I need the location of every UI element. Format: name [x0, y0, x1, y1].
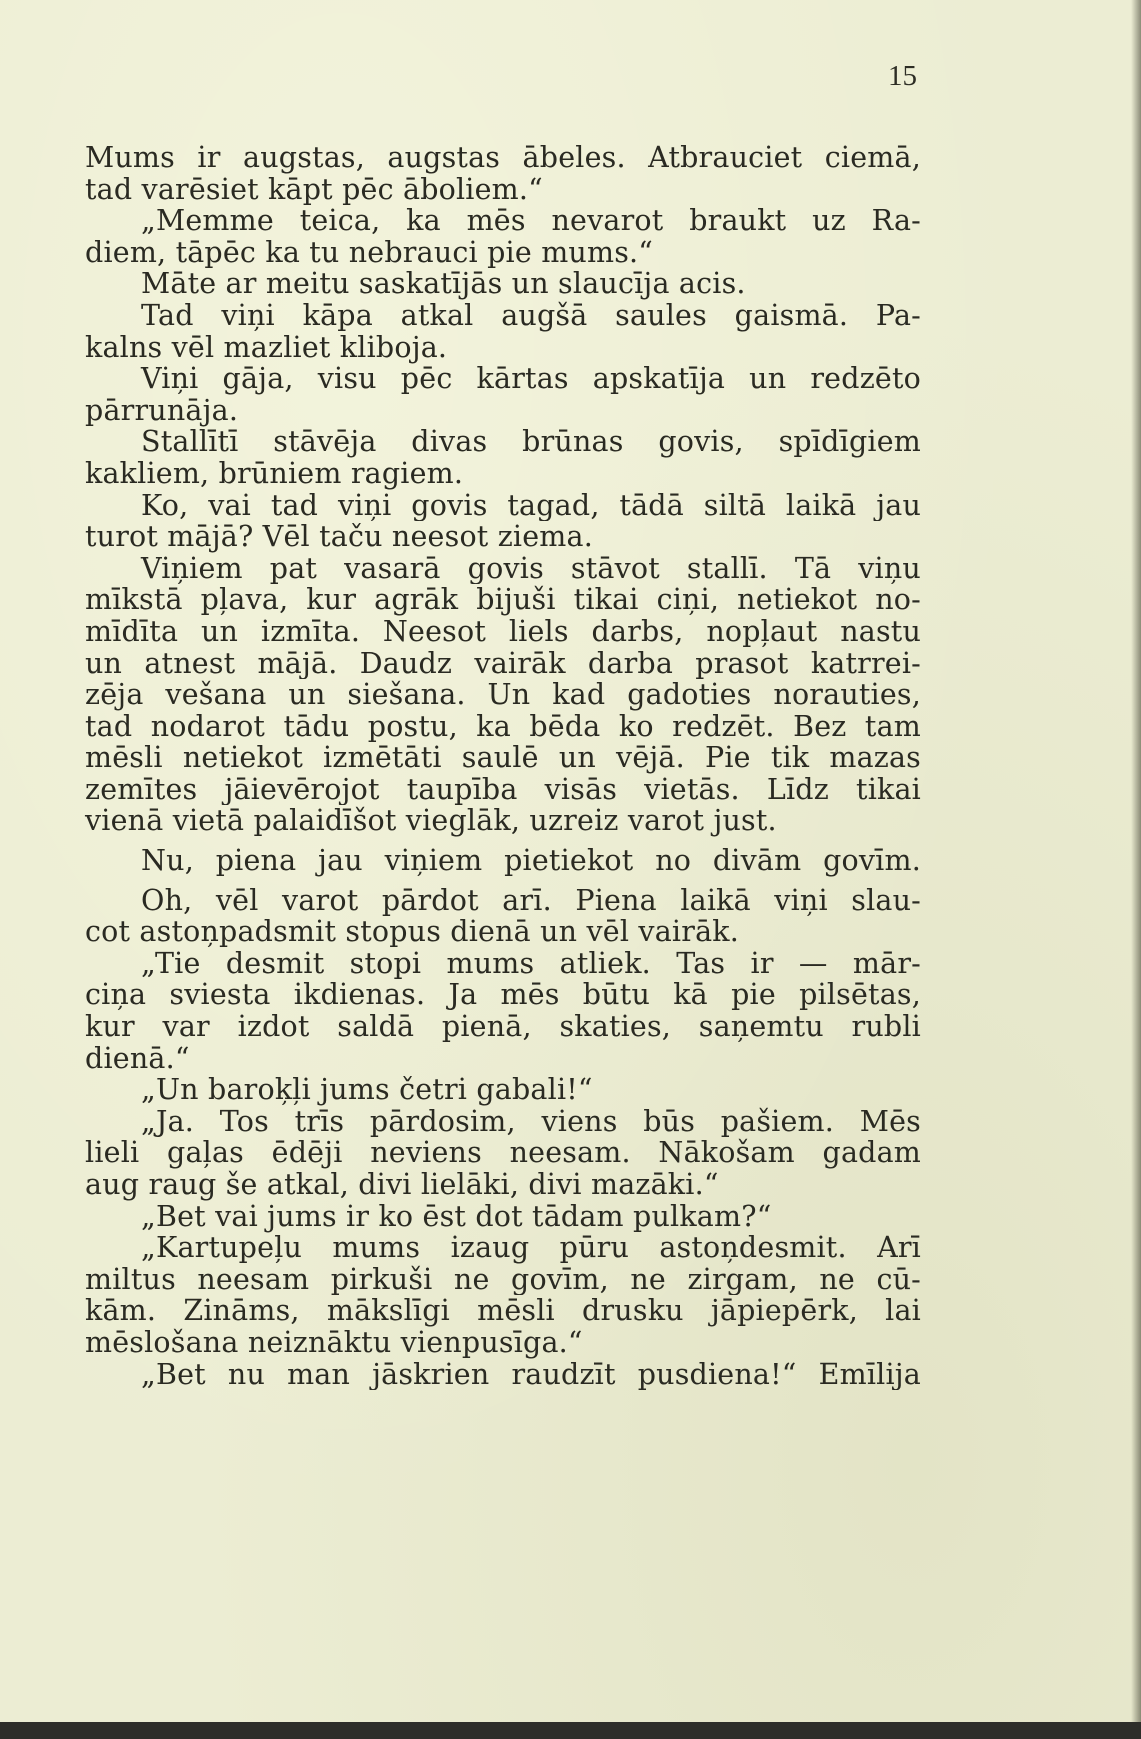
text-line: ciņa sviesta ikdienas. Ja mēs būtu kā pie pilsētas, — [85, 979, 921, 1012]
text-line: mīdīta un izmīta. Neesot liels darbs, nopļaut nastu — [85, 615, 921, 648]
text-line: kakliem, brūniem ragiem. — [85, 456, 464, 490]
text-line: pārrunāja. — [85, 393, 239, 427]
scan-background — [0, 1722, 1141, 1739]
text-line: „Kartupeļu mums izaug pūru astoņdesmit. Arī — [141, 1232, 921, 1264]
text-line: turot mājā? Vēl taču neesot ziema. — [85, 520, 593, 554]
text-line: lieli gaļas ēdēji neviens neesam. Nākošam gadam — [85, 1137, 921, 1169]
text-line: zēja vešana un siešana. Un kad gadoties norauties, — [85, 679, 921, 711]
page-number: 15 — [888, 60, 917, 92]
text-line: „Bet vai jums ir ko ēst dot tādam pulkam?“ — [141, 1199, 772, 1233]
text-line: „Tie desmit stopi mums atliek. Tas ir — mār- — [141, 947, 921, 980]
text-line: Viņiem pat vasarā govis stāvot stallī. Tā viņu — [141, 552, 921, 585]
text-line: mēslošana neiznāktu vienpusīga.“ — [85, 1325, 583, 1359]
text-line: aug raug še atkal, divi lielāki, divi mazāki.“ — [85, 1168, 719, 1201]
text-line: Viņi gāja, visu pēc kārtas apskatīja un redzēto — [141, 363, 921, 395]
page-edge-shadow — [1131, 0, 1141, 1722]
text-line: miltus neesam pirkuši ne govīm, ne zirgam, ne cū- — [85, 1263, 921, 1296]
text-line: dienā.“ — [85, 1041, 190, 1075]
text-line: tad nodarot tādu postu, ka bēda ko redzēt. Bez tam — [85, 710, 921, 743]
text-line: Stallītī stāvēja divas brūnas govis, spīdīgiem — [141, 426, 921, 458]
text-line: zemītes jāievērojot taupība visās vietās. Līdz tikai — [85, 773, 921, 806]
text-line: Tad viņi kāpa atkal augšā saules gaismā. Pa- — [141, 299, 921, 332]
text-line: mēsli netiekot izmētāti saulē un vējā. Pie tik mazas — [85, 742, 921, 774]
text-line: „Memme teica, ka mēs nevarot braukt uz Ra- — [141, 205, 921, 237]
text-line: kalns vēl mazliet kliboja. — [85, 330, 448, 364]
text-line: vienā vietā palaidīšot vieglāk, uzreiz varot just. — [85, 804, 777, 838]
text-line: Nu, piena jau viņiem pietiekot no divām govīm. — [141, 845, 921, 877]
text-line: Māte ar meitu saskatījās un slaucīja acis. — [141, 267, 746, 301]
text-line: „Un baroķļi jums četri gabali!“ — [141, 1073, 593, 1107]
text-line: Mums ir augstas, augstas ābeles. Atbrauciet ciemā, — [85, 142, 921, 174]
text-line: „Ja. Tos trīs pārdosim, viens būs pašiem. Mēs — [141, 1105, 921, 1138]
text-line: tad varēsiet kāpt pēc āboliem.“ — [85, 172, 543, 206]
text-line: kām. Zināms, mākslīgi mēsli drusku jāpiepērk, lai — [85, 1295, 921, 1327]
text-line: Oh, vēl varot pārdot arī. Piena laikā viņi slau- — [141, 884, 921, 917]
body-text — [85, 142, 921, 1390]
text-line: cot astoņpadsmit stopus dienā un vēl vairāk. — [85, 915, 739, 949]
text-line: Ko, vai tad viņi govis tagad, tādā siltā laikā jau — [141, 489, 921, 522]
text-line: mīkstā pļava, kur agrāk bijuši tikai ciņi, netiekot no- — [85, 584, 921, 616]
text-line: un atnest mājā. Daudz vairāk darba prasot katrrei- — [85, 647, 921, 680]
text-line: „Bet nu man jāskrien raudzīt pusdiena!“ Emīlija — [141, 1358, 921, 1391]
text-line: kur var izdot saldā pienā, skaties, saņemtu rubli — [85, 1011, 921, 1043]
text-line: diem, tāpēc ka tu nebrauci pie mums.“ — [85, 235, 654, 269]
